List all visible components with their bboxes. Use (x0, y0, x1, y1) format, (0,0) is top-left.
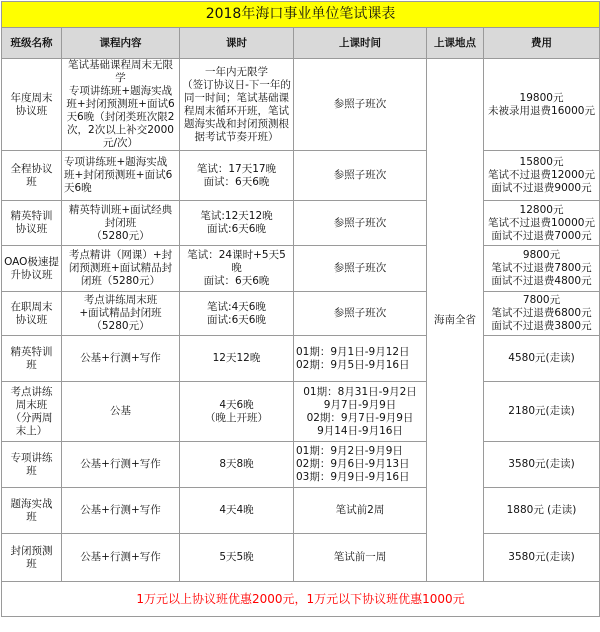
course-hours: 12天12晚 (180, 336, 294, 382)
class-time: 01期：9月1日-9月12日 02期：9月5日-9月16日 (294, 336, 427, 382)
class-fee: 15800元 笔试不过退费12000元 面试不过退费9000元 (484, 151, 600, 201)
course-content: 公基+行测+写作 (62, 336, 180, 382)
course-hours: 笔试：17天17晚 面试：6天6晚 (180, 151, 294, 201)
header-fee: 费用 (484, 28, 600, 59)
table-row (2, 151, 600, 201)
class-fee: 1880元 (走读) (484, 488, 600, 534)
class-time: 01期：8月31日-9月2日 9月7日-9月9日 02期：9月7日-9月9日 9月14日-9月16日 (294, 382, 427, 442)
course-content: 公基+行测+写作 (62, 442, 180, 488)
course-content: 公基+行测+写作 (62, 488, 180, 534)
table-row (2, 442, 600, 488)
class-name: 专项讲练 班 (2, 442, 62, 488)
header-content: 课程内容 (62, 28, 180, 59)
class-fee: 7800元 笔试不过退费6800元 面试不过退费3800元 (484, 292, 600, 336)
table-row (2, 292, 600, 336)
class-name: 封闭预测 班 (2, 534, 62, 582)
class-fee: 19800元 未被录用退费16000元 (484, 59, 600, 151)
course-content: 精英特训班+面试经典封闭班 （5280元） (62, 201, 180, 246)
class-name: 考点讲练 周末班 （分两周 末上） (2, 382, 62, 442)
course-content: 公基+行测+写作 (62, 534, 180, 582)
table-title: 2018年海口事业单位笔试课表 (2, 2, 600, 28)
course-hours: 一年内无限学 （签订协议日-下一年的同一时间；笔试基础课程周末循环开班，笔试题海实战和封闭预测根据考试节奏开班） (180, 59, 294, 151)
class-name: 题海实战 班 (2, 488, 62, 534)
discount-note: 1万元以上协议班优惠2000元，1万元以下协议班优惠1000元 (2, 582, 600, 617)
table-row (2, 382, 600, 442)
header-class-name: 班级名称 (2, 28, 62, 59)
class-time: 参照子班次 (294, 59, 427, 151)
class-name: 精英特训 协议班 (2, 201, 62, 246)
course-content: 考点精讲（网课）+封闭预测班+面试精品封闭班（5280元） (62, 246, 180, 292)
class-fee: 3580元(走读) (484, 442, 600, 488)
table-row (2, 246, 600, 292)
course-hours: 笔试:4天6晚 面试:6天6晚 (180, 292, 294, 336)
table-row (2, 201, 600, 246)
schedule-table (1, 1, 600, 617)
course-hours: 5天5晚 (180, 534, 294, 582)
course-hours: 笔试：24课时+5天5晚 面试：6天6晚 (180, 246, 294, 292)
table-row (2, 534, 600, 582)
class-time: 参照子班次 (294, 292, 427, 336)
class-name: OAO极速提 升协议班 (2, 246, 62, 292)
course-content: 考点讲练周末班 +面试精品封闭班 （5280元） (62, 292, 180, 336)
class-location: 海南全省 (427, 59, 484, 582)
class-name: 全程协议 班 (2, 151, 62, 201)
course-hours: 笔试:12天12晚 面试:6天6晚 (180, 201, 294, 246)
class-fee: 9800元 笔试不过退费7800元 面试不过退费4800元 (484, 246, 600, 292)
header-location: 上课地点 (427, 28, 484, 59)
table-row (2, 336, 600, 382)
course-content: 笔试基础课程周末无限学 专项讲练班+题海实战班+封闭预测班+面试6天6晚（封闭类班次限2次，2次以上补交2000元/次） (62, 59, 180, 151)
course-content: 公基 (62, 382, 180, 442)
class-fee: 12800元 笔试不过退费10000元 面试不过退费7000元 (484, 201, 600, 246)
class-time: 参照子班次 (294, 151, 427, 201)
class-time: 笔试前一周 (294, 534, 427, 582)
course-hours: 4天4晚 (180, 488, 294, 534)
header-time: 上课时间 (294, 28, 427, 59)
header-hours: 课时 (180, 28, 294, 59)
table-row (2, 59, 600, 151)
class-name: 在职周末 协议班 (2, 292, 62, 336)
class-time: 笔试前2周 (294, 488, 427, 534)
class-time: 参照子班次 (294, 246, 427, 292)
course-content: 专项讲练班+题海实战班+封闭预测班+面试6天6晚 (62, 151, 180, 201)
class-time: 01期：9月2日-9月9日 02期：9月6日-9月13日 03期：9月9日-9月16日 (294, 442, 427, 488)
table-row (2, 488, 600, 534)
class-fee: 4580元(走读) (484, 336, 600, 382)
course-hours: 4天6晚 （晚上开班） (180, 382, 294, 442)
class-fee: 3580元(走读) (484, 534, 600, 582)
course-hours: 8天8晚 (180, 442, 294, 488)
class-name: 年度周末 协议班 (2, 59, 62, 151)
class-fee: 2180元(走读) (484, 382, 600, 442)
class-name: 精英特训 班 (2, 336, 62, 382)
class-time: 参照子班次 (294, 201, 427, 246)
